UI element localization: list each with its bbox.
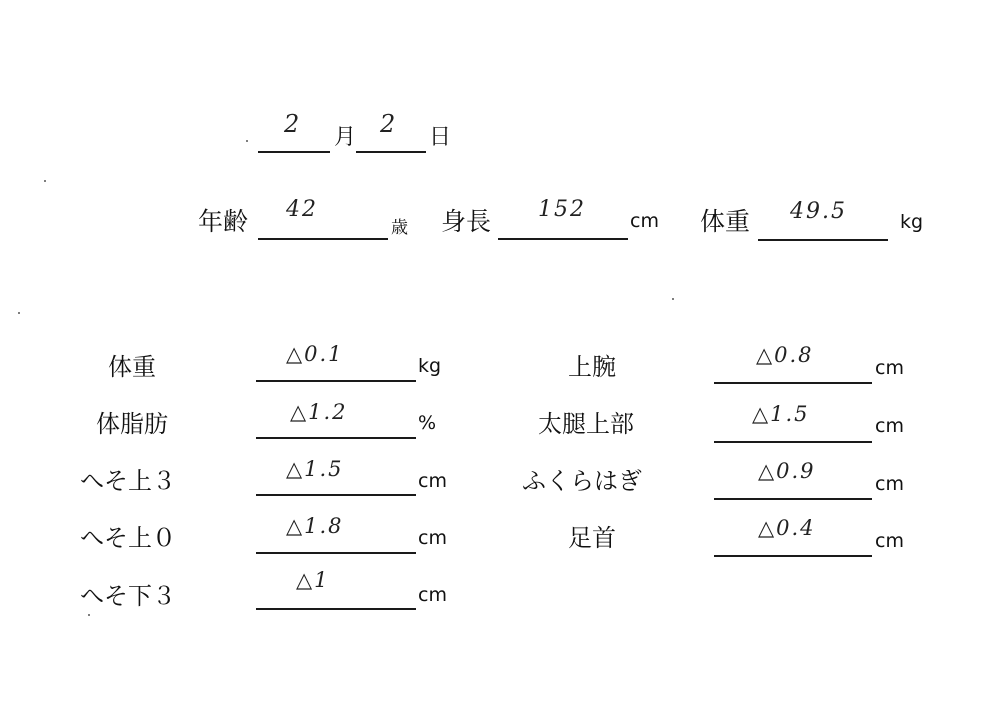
measurement-underline (256, 380, 416, 382)
measurement-unit: cm (418, 470, 447, 492)
measurement-unit: kg (418, 355, 442, 377)
age-label: 年齢 (198, 207, 249, 236)
age-underline (258, 238, 388, 240)
measurement-underline (714, 382, 872, 384)
month-value: 2 (284, 110, 302, 138)
measurement-underline (256, 437, 416, 439)
measurement-label: へそ上３ (80, 467, 176, 495)
measurement-label: 体重 (108, 353, 156, 381)
measurement-underline (714, 441, 872, 443)
measurement-unit: cm (418, 527, 447, 549)
height-value: 152 (538, 197, 586, 222)
weight-value: 49.5 (790, 199, 847, 224)
day-underline (356, 151, 426, 153)
weight-label: 体重 (700, 207, 751, 236)
scan-speck (44, 180, 46, 182)
measurement-value: △1.2 (290, 400, 348, 424)
measurement-underline (256, 608, 416, 610)
measurement-value: △0.4 (758, 516, 816, 540)
measurement-value: △1.5 (286, 457, 344, 481)
measurement-unit: cm (875, 415, 904, 437)
measurement-value: △0.1 (286, 342, 344, 366)
scan-speck (246, 140, 248, 142)
measurement-underline (256, 494, 416, 496)
measurement-label: へそ下３ (80, 582, 176, 610)
day-value: 2 (380, 110, 398, 138)
measurement-value: △0.9 (758, 459, 816, 483)
scan-speck (88, 614, 90, 616)
height-underline (498, 238, 628, 240)
age-value: 42 (286, 197, 318, 222)
measurement-value: △0.8 (756, 343, 814, 367)
month-label: 月 (334, 125, 357, 150)
weight-unit: kg (900, 211, 924, 233)
measurement-value: △1 (296, 568, 330, 592)
measurement-underline (714, 555, 872, 557)
measurement-label: 太腿上部 (538, 410, 634, 438)
height-unit: cm (630, 210, 659, 232)
measurement-underline (714, 498, 872, 500)
measurement-value: △1.5 (752, 402, 810, 426)
measurement-label: へそ上０ (80, 524, 176, 552)
scan-speck (672, 298, 674, 300)
measurement-label: ふくらはぎ (522, 467, 642, 495)
scan-speck (18, 312, 20, 314)
measurement-unit: cm (418, 584, 447, 606)
measurement-underline (256, 552, 416, 554)
measurement-unit: cm (875, 473, 904, 495)
age-unit: 歳 (391, 218, 408, 238)
month-underline (258, 151, 330, 153)
measurement-unit: cm (875, 530, 904, 552)
day-label: 日 (429, 125, 452, 150)
height-label: 身長 (441, 207, 492, 236)
measurement-unit: % (418, 412, 437, 434)
measurement-value: △1.8 (286, 514, 344, 538)
measurement-label: 上腕 (568, 353, 616, 381)
measurement-unit: cm (875, 357, 904, 379)
weight-underline (758, 239, 888, 241)
measurement-label: 足首 (568, 524, 616, 552)
measurement-label: 体脂肪 (96, 410, 168, 438)
